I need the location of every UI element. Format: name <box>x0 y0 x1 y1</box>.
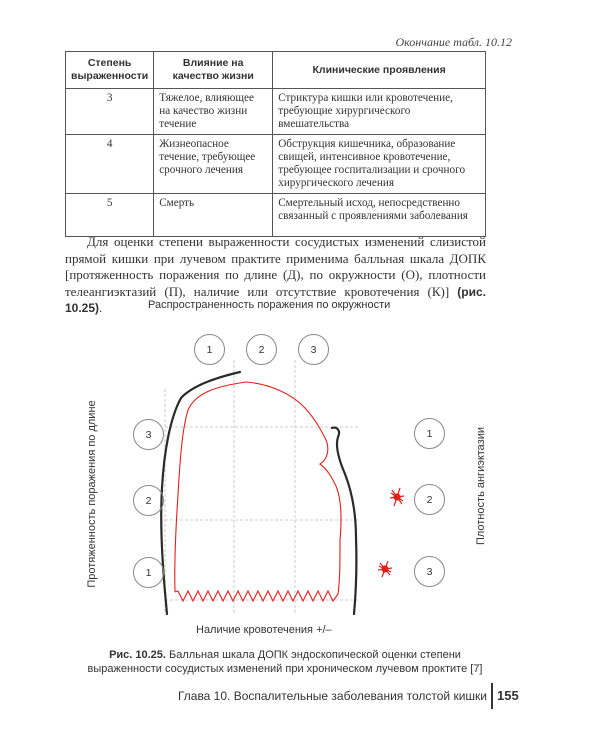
manifestations-cell: Стриктура кишки или кровотечение, требующие хирургического вмешательства <box>273 89 486 135</box>
grade-cell: 4 <box>66 135 154 194</box>
bowel-outline-right <box>332 428 356 614</box>
impact-cell: Смерть <box>154 194 273 237</box>
figure-number: Рис. 10.25. <box>109 649 166 661</box>
bowel-outline <box>161 372 240 614</box>
manifestations-cell: Обструкция кишечника, образование свищей, интенсивное кровотечение, требующее госпитализации и срочного хирургического лечения <box>273 135 486 194</box>
circumference-score-circle: 2 <box>246 334 277 365</box>
bleeding-axis-label: Наличие кровотечения +/– <box>196 624 332 636</box>
circumference-axis-label: Распространенность поражения по окружности <box>148 299 391 311</box>
paragraph-end: . <box>99 300 103 315</box>
grade-cell: 3 <box>66 89 154 135</box>
grade-cell: 5 <box>66 194 154 237</box>
impact-cell: Тяжелое, влияющее на качество жизни течение <box>154 89 273 135</box>
footer-divider <box>491 683 493 709</box>
length-axis-label: Протяженность поражения по длине <box>86 400 98 588</box>
length-score-circle: 3 <box>133 419 164 450</box>
circumference-score-circle: 1 <box>194 334 225 365</box>
manifestations-cell: Смертельный исход, непосредственно связанный с проявлениями заболевания <box>273 194 486 237</box>
circumference-score-circle: 3 <box>298 334 329 365</box>
angiectasia-score-circle: 1 <box>414 418 445 449</box>
impact-cell: Жизнеопасное течение, требующее срочного лечения <box>154 135 273 194</box>
header-clinical-manifestations: Клинические проявления <box>273 52 486 89</box>
caption-text: Балльная шкала ДОПК эндоскопической оценки степени выраженности сосудистых изменений при хроническом лучевом проктите [7] <box>87 649 483 675</box>
diagram-grid <box>165 360 360 614</box>
lesion-contour <box>175 382 341 601</box>
header-quality-of-life: Влияние на качество жизни <box>154 52 273 89</box>
bleeding-mark <box>390 488 404 506</box>
angiectasia-score-circle: 2 <box>414 484 445 515</box>
angiectasia-score-circle: 3 <box>414 556 445 587</box>
table-continuation-label: Окончание табл. 10.12 <box>395 35 512 49</box>
header-severity: Степень выраженности <box>66 52 154 89</box>
length-score-circle: 1 <box>133 557 164 588</box>
bleeding-mark <box>378 561 392 577</box>
figure-reference: (рис. 10.25) <box>65 284 486 315</box>
figure-caption <box>80 649 490 676</box>
angiectasia-density-label: Плотность ангиэктазии <box>475 426 487 546</box>
page-number: 155 <box>497 688 519 703</box>
paragraph-text: Для оценки степени выраженности сосудистых изменений слизистой прямой кишки при лучевом практите применима балльная шкала ДОПК [протяженность поражения по длине (Д), по окружности (О), плотности телеангиэктазий (П), наличие или отсутствие кровотечения (К)] <box>65 234 486 299</box>
running-footer-chapter: Глава 10. Воспалительные заболевания толстой кишки <box>177 689 487 703</box>
length-score-circle: 2 <box>133 485 164 516</box>
